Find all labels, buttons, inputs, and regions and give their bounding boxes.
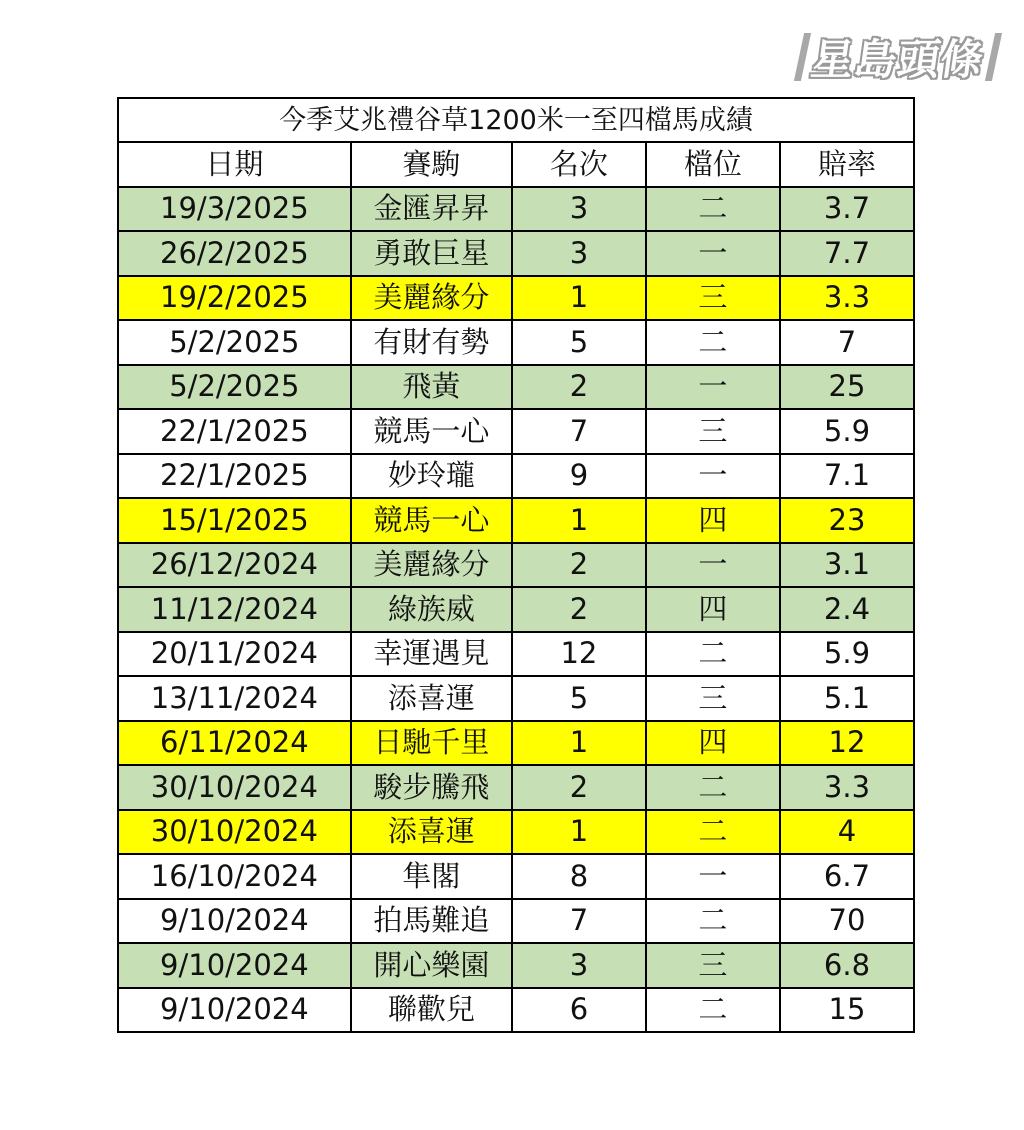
- cell-odds: 70: [780, 899, 914, 944]
- cell-horse: 綠族威: [351, 587, 512, 632]
- table-row: [118, 765, 914, 810]
- table-row: [118, 276, 914, 321]
- cell-draw: 一: [646, 543, 780, 588]
- cell-date: 13/11/2024: [118, 676, 351, 721]
- cell-odds: 4: [780, 810, 914, 855]
- cell-date: 19/2/2025: [118, 276, 351, 321]
- cell-place: 7: [512, 899, 646, 944]
- cell-odds: 3.7: [780, 187, 914, 232]
- cell-draw: 三: [646, 676, 780, 721]
- cell-draw: 四: [646, 587, 780, 632]
- cell-date: 16/10/2024: [118, 854, 351, 899]
- cell-horse: 美麗緣分: [351, 276, 512, 321]
- cell-place: 3: [512, 231, 646, 276]
- cell-place: 6: [512, 988, 646, 1033]
- cell-horse: 駿步騰飛: [351, 765, 512, 810]
- cell-odds: 7.1: [780, 454, 914, 499]
- table-row: [118, 810, 914, 855]
- cell-place: 2: [512, 765, 646, 810]
- cell-date: 20/11/2024: [118, 632, 351, 677]
- cell-date: 5/2/2025: [118, 320, 351, 365]
- table-row: [118, 632, 914, 677]
- cell-place: 1: [512, 498, 646, 543]
- logo-right-bar: [985, 33, 1002, 81]
- cell-draw: 二: [646, 187, 780, 232]
- table-row: [118, 231, 914, 276]
- cell-place: 8: [512, 854, 646, 899]
- cell-date: 11/12/2024: [118, 587, 351, 632]
- cell-date: 22/1/2025: [118, 454, 351, 499]
- cell-odds: 5.9: [780, 409, 914, 454]
- cell-draw: 三: [646, 276, 780, 321]
- cell-date: 30/10/2024: [118, 810, 351, 855]
- cell-horse: 競馬一心: [351, 498, 512, 543]
- cell-date: 19/3/2025: [118, 187, 351, 232]
- table-title: 今季艾兆禮谷草1200米一至四檔馬成績: [118, 98, 914, 142]
- cell-date: 5/2/2025: [118, 365, 351, 410]
- cell-place: 7: [512, 409, 646, 454]
- cell-odds: 3.1: [780, 543, 914, 588]
- table-row: [118, 320, 914, 365]
- cell-horse: 美麗緣分: [351, 543, 512, 588]
- cell-draw: 一: [646, 231, 780, 276]
- cell-place: 12: [512, 632, 646, 677]
- table-row: [118, 409, 914, 454]
- cell-date: 15/1/2025: [118, 498, 351, 543]
- cell-date: 30/10/2024: [118, 765, 351, 810]
- logo: [790, 26, 1006, 88]
- results-table: [117, 97, 915, 1033]
- table-row: [118, 943, 914, 988]
- cell-date: 26/12/2024: [118, 543, 351, 588]
- cell-horse: 競馬一心: [351, 409, 512, 454]
- cell-draw: 三: [646, 409, 780, 454]
- table-row: [118, 454, 914, 499]
- cell-place: 2: [512, 365, 646, 410]
- cell-horse: 拍馬難追: [351, 899, 512, 944]
- cell-odds: 5.9: [780, 632, 914, 677]
- cell-horse: 開心樂園: [351, 943, 512, 988]
- table-row: [118, 854, 914, 899]
- cell-draw: 二: [646, 765, 780, 810]
- cell-place: 9: [512, 454, 646, 499]
- cell-odds: 7: [780, 320, 914, 365]
- cell-horse: 飛黃: [351, 365, 512, 410]
- cell-place: 3: [512, 187, 646, 232]
- cell-horse: 幸運遇見: [351, 632, 512, 677]
- cell-odds: 12: [780, 721, 914, 766]
- cell-odds: 3.3: [780, 765, 914, 810]
- cell-horse: 添喜運: [351, 676, 512, 721]
- cell-draw: 三: [646, 943, 780, 988]
- cell-date: 9/10/2024: [118, 988, 351, 1033]
- cell-odds: 23: [780, 498, 914, 543]
- table-row: [118, 498, 914, 543]
- header-odds: 賠率: [780, 142, 914, 187]
- cell-place: 2: [512, 587, 646, 632]
- cell-horse: 有財有勢: [351, 320, 512, 365]
- table-row: [118, 543, 914, 588]
- cell-horse: 聯歡兒: [351, 988, 512, 1033]
- cell-date: 9/10/2024: [118, 943, 351, 988]
- cell-draw: 二: [646, 632, 780, 677]
- cell-place: 1: [512, 276, 646, 321]
- header-horse: 賽駒: [351, 142, 512, 187]
- logo-text: 星島頭條: [808, 35, 988, 84]
- cell-place: 2: [512, 543, 646, 588]
- cell-draw: 二: [646, 810, 780, 855]
- cell-odds: 6.7: [780, 854, 914, 899]
- cell-odds: 3.3: [780, 276, 914, 321]
- table-row: [118, 587, 914, 632]
- cell-date: 26/2/2025: [118, 231, 351, 276]
- table-row: [118, 676, 914, 721]
- cell-horse: 添喜運: [351, 810, 512, 855]
- cell-odds: 5.1: [780, 676, 914, 721]
- cell-draw: 一: [646, 454, 780, 499]
- header-place: 名次: [512, 142, 646, 187]
- cell-odds: 15: [780, 988, 914, 1033]
- cell-odds: 7.7: [780, 231, 914, 276]
- table-row: [118, 899, 914, 944]
- cell-odds: 25: [780, 365, 914, 410]
- table-body: [118, 187, 914, 1033]
- cell-date: 22/1/2025: [118, 409, 351, 454]
- header-draw: 檔位: [646, 142, 780, 187]
- cell-horse: 金匯昇昇: [351, 187, 512, 232]
- cell-place: 5: [512, 320, 646, 365]
- table-row: [118, 187, 914, 232]
- cell-horse: 日馳千里: [351, 721, 512, 766]
- cell-place: 1: [512, 810, 646, 855]
- cell-date: 6/11/2024: [118, 721, 351, 766]
- table-row: [118, 721, 914, 766]
- header-date: 日期: [118, 142, 351, 187]
- cell-draw: 一: [646, 854, 780, 899]
- table-row: [118, 988, 914, 1033]
- cell-place: 5: [512, 676, 646, 721]
- cell-horse: 勇敢巨星: [351, 231, 512, 276]
- cell-horse: 妙玲瓏: [351, 454, 512, 499]
- cell-draw: 二: [646, 988, 780, 1033]
- cell-odds: 6.8: [780, 943, 914, 988]
- table-row: [118, 365, 914, 410]
- cell-place: 3: [512, 943, 646, 988]
- cell-draw: 一: [646, 365, 780, 410]
- cell-draw: 二: [646, 320, 780, 365]
- cell-draw: 四: [646, 498, 780, 543]
- cell-draw: 四: [646, 721, 780, 766]
- cell-horse: 隼閣: [351, 854, 512, 899]
- cell-odds: 2.4: [780, 587, 914, 632]
- cell-date: 9/10/2024: [118, 899, 351, 944]
- cell-draw: 二: [646, 899, 780, 944]
- cell-place: 1: [512, 721, 646, 766]
